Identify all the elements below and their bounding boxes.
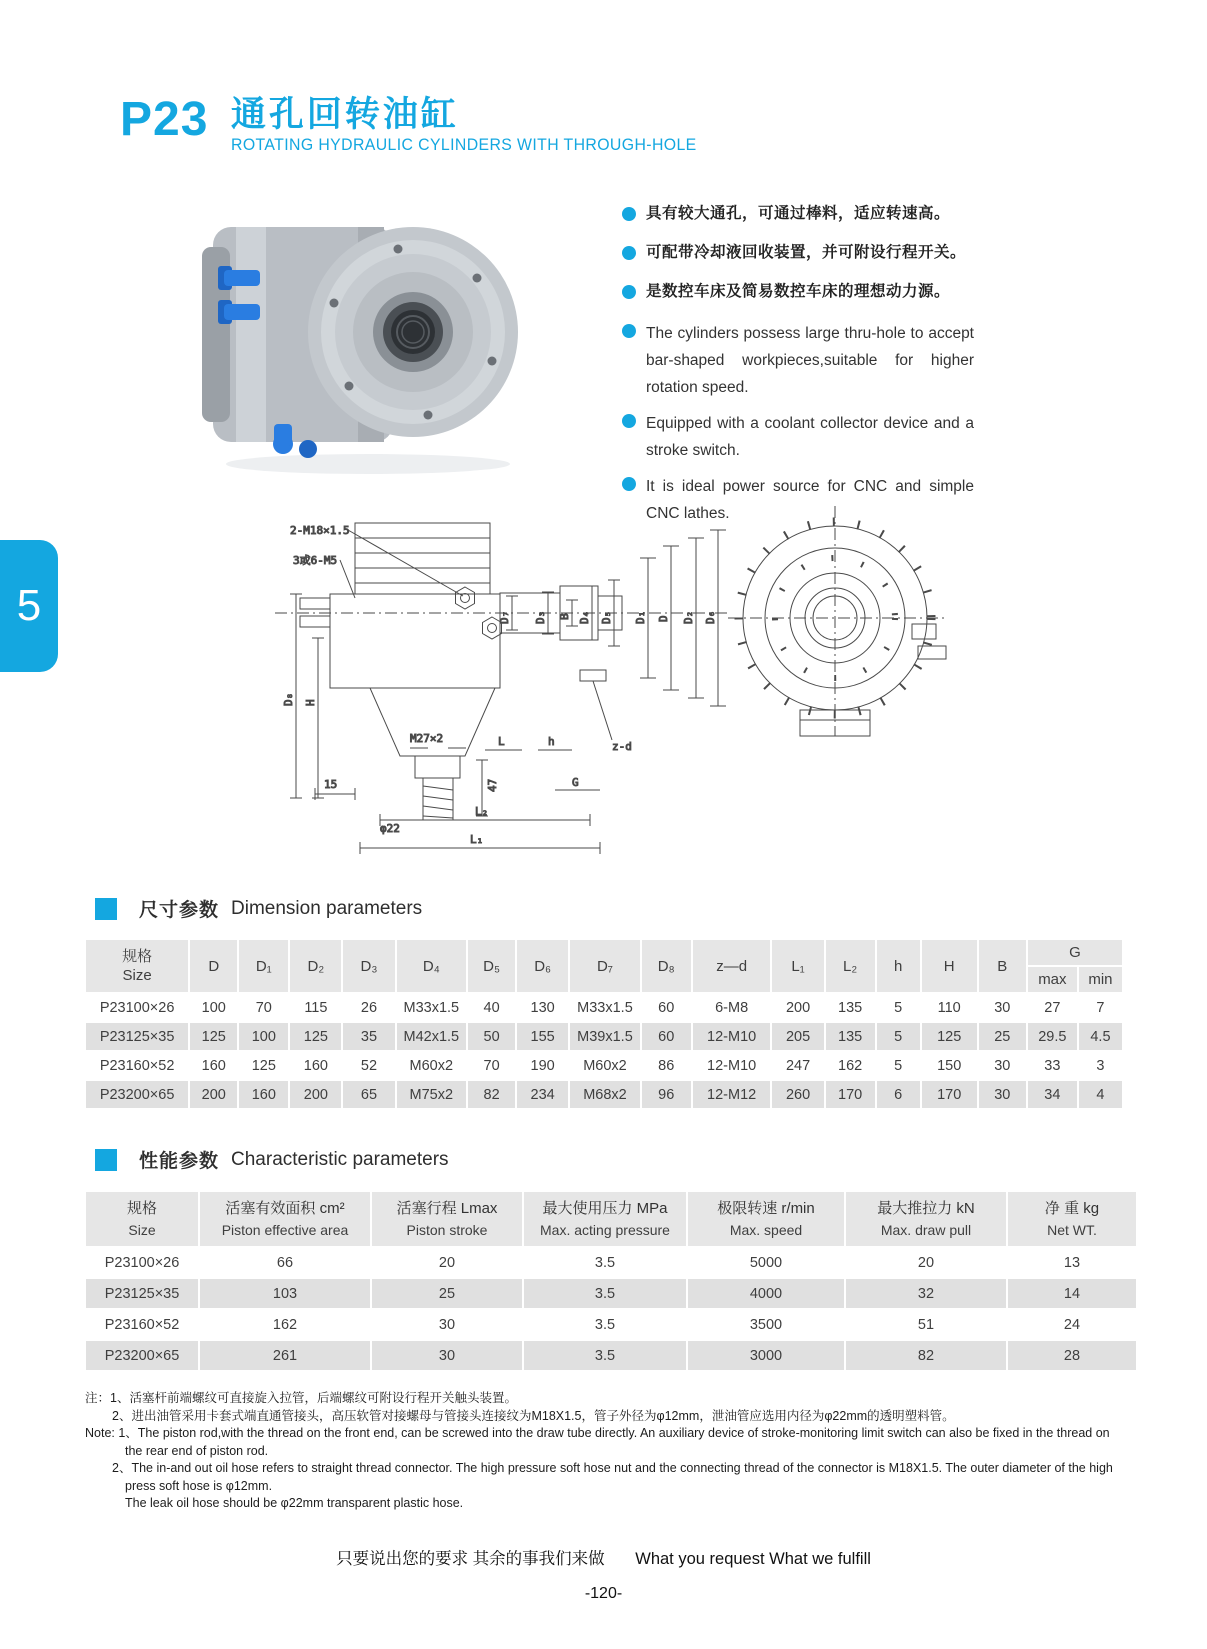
col-header-size: 规格 Size xyxy=(86,940,188,992)
feature-text: 是数控车床及简易数控车床的理想动力源。 xyxy=(646,283,951,300)
table-cell: 100 xyxy=(239,1023,288,1050)
table-cell: 160 xyxy=(290,1052,341,1079)
drawing-label: D₆ xyxy=(704,610,717,624)
table-cell: 82 xyxy=(846,1341,1006,1370)
page-number: -120- xyxy=(584,1585,623,1602)
col-header: 最大使用压力 MPa Max. acting pressure xyxy=(524,1192,686,1246)
model-code: P23 xyxy=(120,93,209,146)
table-cell: 60 xyxy=(642,994,691,1021)
table-cell: 6 xyxy=(877,1081,920,1108)
col-header: D₄ xyxy=(397,940,467,992)
table-cell: 25 xyxy=(372,1279,522,1308)
drawing-label: D₈ xyxy=(282,692,295,706)
table-row xyxy=(86,1341,1136,1370)
table-cell: 125 xyxy=(190,1023,237,1050)
table-cell: 70 xyxy=(468,1052,515,1079)
table-cell: 12-M10 xyxy=(693,1023,771,1050)
table-cell: 135 xyxy=(826,1023,875,1050)
col-header: D₅ xyxy=(468,940,515,992)
table-cell: 60 xyxy=(642,1023,691,1050)
table-cell: 103 xyxy=(200,1279,370,1308)
table-cell: 3.5 xyxy=(524,1248,686,1277)
table-cell: 12-M10 xyxy=(693,1052,771,1079)
col-header: 最大推拉力 kN Max. draw pull xyxy=(846,1192,1006,1246)
bullet-icon xyxy=(622,477,636,491)
table-cell: 32 xyxy=(846,1279,1006,1308)
title-chinese: 通孔回转油缸 xyxy=(230,95,459,134)
table-cell: 34 xyxy=(1028,1081,1077,1108)
table-cell: 100 xyxy=(190,994,237,1021)
table-cell: 162 xyxy=(826,1052,875,1079)
table-cell: 24 xyxy=(1008,1310,1136,1339)
table-cell: 82 xyxy=(468,1081,515,1108)
title-english: ROTATING HYDRAULIC CYLINDERS WITH THROUGH-HOLE xyxy=(230,136,697,154)
drawing-label: L₁ xyxy=(470,833,484,846)
note-line: 注：1、活塞杆前端螺纹可直接旋入拉管，后端螺纹可附设行程开关触头装置。 xyxy=(85,1391,517,1405)
table-cell: 70 xyxy=(239,994,288,1021)
table-cell: 135 xyxy=(826,994,875,1021)
feature-item xyxy=(622,203,974,225)
table-cell: 3 xyxy=(1079,1052,1122,1079)
feature-list-en xyxy=(622,320,974,527)
table-cell: 125 xyxy=(290,1023,341,1050)
product-photo-art xyxy=(188,192,528,477)
table-cell: 162 xyxy=(200,1310,370,1339)
row-size: P23200×65 xyxy=(86,1341,198,1370)
bullet-icon xyxy=(622,207,636,221)
table-cell: 4 xyxy=(1079,1081,1122,1108)
drawing-label: z-d xyxy=(612,740,632,753)
chapter-tab: 5 xyxy=(0,540,58,672)
table-cell: 110 xyxy=(922,994,977,1021)
col-header: L₁ xyxy=(772,940,823,992)
section-title-cn: 性能参数 xyxy=(139,1151,220,1172)
page-header xyxy=(120,93,716,155)
table-cell: 6-M8 xyxy=(693,994,771,1021)
table-cell: 205 xyxy=(772,1023,823,1050)
table-cell: 28 xyxy=(1008,1341,1136,1370)
drawing-label: D₁ xyxy=(634,610,647,624)
col-header: D₁ xyxy=(239,940,288,992)
table-cell: 200 xyxy=(772,994,823,1021)
col-header: h xyxy=(877,940,920,992)
drawing-label: D₂ xyxy=(682,610,695,624)
col-header: D₂ xyxy=(290,940,341,992)
note-line: 2、进出油管采用卡套式端直通管接头，高压软管对接螺母与管接头连接纹为M18X1.5，管子外径为φ12mm，泄油管应选用内径为φ22mm的透明塑料管。 xyxy=(112,1408,955,1423)
footer-slogan-en: What you request What we fulfill xyxy=(635,1550,871,1568)
feature-text: 可配带冷却液回收装置，并可附设行程开关。 xyxy=(646,244,967,261)
col-header: D₈ xyxy=(642,940,691,992)
drawing-label: D₇ xyxy=(498,610,511,624)
col-header: D₃ xyxy=(343,940,394,992)
table-row xyxy=(86,1023,1122,1050)
table-cell: 30 xyxy=(372,1310,522,1339)
col-header: B xyxy=(979,940,1026,992)
table-cell: 25 xyxy=(979,1023,1026,1050)
title-block xyxy=(231,96,716,155)
table-cell: 160 xyxy=(190,1052,237,1079)
col-header: 净 重 kg Net WT. xyxy=(1008,1192,1136,1246)
table-cell: 247 xyxy=(772,1052,823,1079)
drawing-label: h xyxy=(548,735,555,748)
table-cell: 170 xyxy=(826,1081,875,1108)
table-cell: 52 xyxy=(343,1052,394,1079)
drawing-label: L xyxy=(498,735,505,748)
row-size: P23160×52 xyxy=(86,1052,188,1079)
col-header: D₇ xyxy=(570,940,640,992)
note-line: the rear end of piston rod. xyxy=(125,1443,269,1458)
notes-block xyxy=(85,1390,1133,1513)
table-cell: M75x2 xyxy=(397,1081,467,1108)
section-title-cn: 尺寸参数 xyxy=(139,900,220,921)
section-square-icon xyxy=(95,1149,117,1171)
table-cell: 33 xyxy=(1028,1052,1077,1079)
table-cell: M33x1.5 xyxy=(397,994,467,1021)
table-cell: 160 xyxy=(239,1081,288,1108)
col-header: 活塞有效面积 cm² Piston effective area xyxy=(200,1192,370,1246)
drawing-label: D₅ xyxy=(600,610,613,624)
table-cell: 234 xyxy=(517,1081,568,1108)
drawing-label: D₃ xyxy=(534,610,547,624)
table-cell: 13 xyxy=(1008,1248,1136,1277)
col-header: H xyxy=(922,940,977,992)
section-title-en: Characteristic parameters xyxy=(231,1148,449,1170)
table-cell: M39x1.5 xyxy=(570,1023,640,1050)
note-line: Note: 1、The piston rod,with the thread on the front end, can be screwed into the draw tube directly. An auxiliary device of stroke-monitoring limit switch can also be fixed in the thread on xyxy=(85,1426,1110,1440)
note-line: press soft hose is φ12mm. xyxy=(125,1478,273,1493)
table-cell: 51 xyxy=(846,1310,1006,1339)
table-cell: 5000 xyxy=(688,1248,844,1277)
drawing-label: D xyxy=(657,615,670,622)
dimension-table xyxy=(84,938,1124,1110)
feature-text: The cylinders possess large thru-hole to accept bar-shaped workpieces,suitable for higher rotation speed. xyxy=(646,325,974,396)
drawing-label: L₂ xyxy=(475,805,489,818)
table-cell: 65 xyxy=(343,1081,394,1108)
table-cell: 66 xyxy=(200,1248,370,1277)
table-cell: 30 xyxy=(979,994,1026,1021)
table-cell: M60x2 xyxy=(397,1052,467,1079)
table-cell: 20 xyxy=(372,1248,522,1277)
feature-item xyxy=(622,410,974,464)
bullet-icon xyxy=(622,285,636,299)
table-cell: 30 xyxy=(372,1341,522,1370)
table-cell: 12-M12 xyxy=(693,1081,771,1108)
table-cell: 200 xyxy=(290,1081,341,1108)
table-cell: 96 xyxy=(642,1081,691,1108)
table-cell: 155 xyxy=(517,1023,568,1050)
table-cell: M33x1.5 xyxy=(570,994,640,1021)
table-cell: 4000 xyxy=(688,1279,844,1308)
table-cell: 29.5 xyxy=(1028,1023,1077,1050)
row-size: P23125×35 xyxy=(86,1023,188,1050)
row-size: P23100×26 xyxy=(86,1248,198,1277)
table-cell: 3000 xyxy=(688,1341,844,1370)
col-header: 规格 Size xyxy=(86,1192,198,1246)
table-cell: 20 xyxy=(846,1248,1006,1277)
drawing-label: G xyxy=(572,776,579,789)
table-cell: 3.5 xyxy=(524,1279,686,1308)
table-cell: 190 xyxy=(517,1052,568,1079)
table-cell: M42x1.5 xyxy=(397,1023,467,1050)
note-line: The leak oil hose should be φ22mm transparent plastic hose. xyxy=(125,1496,464,1510)
table-cell: 86 xyxy=(642,1052,691,1079)
table-cell: 125 xyxy=(922,1023,977,1050)
drawing-label: H xyxy=(304,699,317,706)
row-size: P23125×35 xyxy=(86,1279,198,1308)
table-cell: 4.5 xyxy=(1079,1023,1122,1050)
table-row xyxy=(86,1081,1122,1108)
feature-list xyxy=(622,203,974,536)
col-header: L₂ xyxy=(826,940,875,992)
table-cell: 115 xyxy=(290,994,341,1021)
footer-slogan xyxy=(0,1545,1207,1569)
table-cell: 35 xyxy=(343,1023,394,1050)
table-cell: 200 xyxy=(190,1081,237,1108)
table-cell: 260 xyxy=(772,1081,823,1108)
table-cell: 170 xyxy=(922,1081,977,1108)
drawing-label: D₄ xyxy=(578,610,591,624)
table-cell: 30 xyxy=(979,1052,1026,1079)
table-row xyxy=(86,1248,1136,1277)
table-cell: 125 xyxy=(239,1052,288,1079)
col-header-g: G xyxy=(1028,940,1122,965)
col-header-g-min: min xyxy=(1079,967,1122,992)
feature-text: It is ideal power source for CNC and simple CNC lathes. xyxy=(646,478,974,522)
table-cell: 40 xyxy=(468,994,515,1021)
section-characteristic xyxy=(95,1146,449,1173)
table-cell: 5 xyxy=(877,994,920,1021)
table-cell: 14 xyxy=(1008,1279,1136,1308)
table-cell: 50 xyxy=(468,1023,515,1050)
col-header: 活塞行程 Lmax Piston stroke xyxy=(372,1192,522,1246)
table-cell: 27 xyxy=(1028,994,1077,1021)
col-header: D₆ xyxy=(517,940,568,992)
table-cell: 7 xyxy=(1079,994,1122,1021)
row-size: P23160×52 xyxy=(86,1310,198,1339)
drawing-label: φ22 xyxy=(380,822,400,835)
feature-item xyxy=(622,242,974,264)
table-row xyxy=(86,1310,1136,1339)
section-title-en: Dimension parameters xyxy=(231,897,423,919)
table-row xyxy=(86,1052,1122,1079)
table-cell: 3500 xyxy=(688,1310,844,1339)
bullet-icon xyxy=(622,246,636,260)
note-line: 2、The in-and out oil hose refers to straight thread connector. The high pressure soft hose nut and the connecting thread of the connector is M18X1.5. The outer diameter of the high xyxy=(112,1461,1113,1475)
table-cell: 5 xyxy=(877,1052,920,1079)
table-cell: M68x2 xyxy=(570,1081,640,1108)
table-cell: 3.5 xyxy=(524,1310,686,1339)
footer-slogan-cn: 只要说出您的要求 其余的事我们来做 xyxy=(336,1550,605,1568)
table-cell: 26 xyxy=(343,994,394,1021)
product-photo xyxy=(188,192,528,477)
table-cell: 130 xyxy=(517,994,568,1021)
table-cell: 150 xyxy=(922,1052,977,1079)
section-dimension xyxy=(95,895,422,922)
drawing-label: 15 xyxy=(324,778,338,791)
section-square-icon xyxy=(95,898,117,920)
bullet-icon xyxy=(622,414,636,428)
table-cell: 30 xyxy=(979,1081,1026,1108)
feature-item xyxy=(622,281,974,303)
table-cell: 5 xyxy=(877,1023,920,1050)
technical-drawing xyxy=(260,498,955,868)
col-header: D xyxy=(190,940,237,992)
row-size: P23200×65 xyxy=(86,1081,188,1108)
col-header-g-max: max xyxy=(1028,967,1077,992)
table-row xyxy=(86,994,1122,1021)
feature-text: Equipped with a coolant collector device and a stroke switch. xyxy=(646,415,974,459)
drawing-label: 2-M18×1.5 xyxy=(290,524,350,537)
table-cell: 261 xyxy=(200,1341,370,1370)
table-cell: M60x2 xyxy=(570,1052,640,1079)
drawing-label: B xyxy=(558,613,571,620)
col-header: 极限转速 r/min Max. speed xyxy=(688,1192,844,1246)
table-cell: 3.5 xyxy=(524,1341,686,1370)
feature-text: 具有较大通孔，可通过棒料，适应转速高。 xyxy=(646,205,951,222)
drawing-label: 3或6-M5 xyxy=(293,554,338,567)
row-size: P23100×26 xyxy=(86,994,188,1021)
page-footer xyxy=(0,1545,1207,1603)
feature-item xyxy=(622,320,974,401)
drawing-label: M27×2 xyxy=(410,732,444,745)
feature-list-cn xyxy=(622,203,974,303)
characteristic-table xyxy=(84,1190,1138,1372)
drawing-label: 47 xyxy=(486,778,499,792)
col-header: z—d xyxy=(693,940,771,992)
table-row xyxy=(86,1279,1136,1308)
bullet-icon xyxy=(622,324,636,338)
